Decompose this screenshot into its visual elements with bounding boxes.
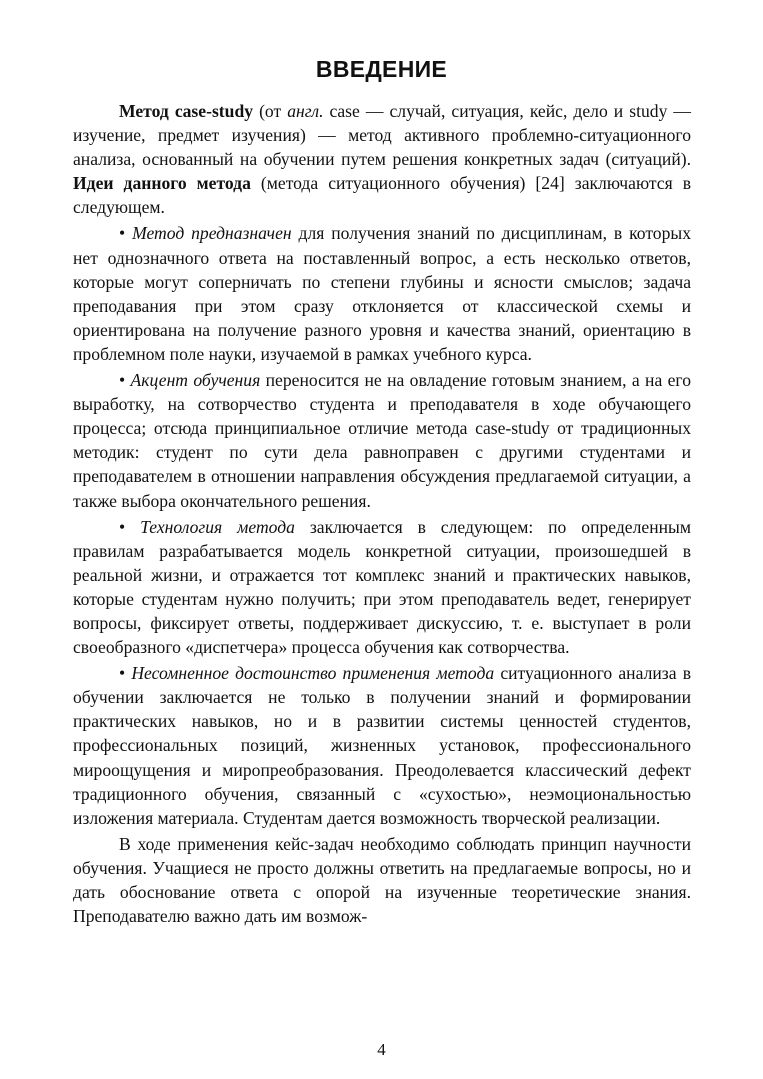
intro-text-1: (от <box>253 101 288 121</box>
page-title: ВВЕДЕНИЕ <box>315 56 448 82</box>
bullet-text-advantage: ситуационного анализа в обучении заключается не только в получении знаний и формировании практических навыков, но и в развитии системы ценностей студентов, профессиональных позиций, жизненных установок, профессионального мироощущения и миропреобразования. Преодолевается классический дефект традиционного обучения, связанный с «сухостью», неэмоциональностью изложения материала. Студентам дается возможность творческой реализации. <box>73 663 691 828</box>
bullet-icon: • <box>119 516 126 537</box>
bullet-icon: • <box>119 663 126 684</box>
term-case-study: Метод case-study <box>119 101 254 121</box>
bullet-lead-purpose: Метод предназначен <box>132 223 292 244</box>
intro-text-3: (метода ситуационного обучения) [24] заключаются в следующем. <box>73 173 692 218</box>
bullet-text-focus: переносится не на овладение готовым знанием, а на его выработку, на сотворчество студента и преподавателя в ходе обучающего процесса; отсюда принципиальное отличие метода case-study от традиционных методик: студент по сути дела равноправен с другими студентами и преподавателем в отношении направления обсуждения предлагаемой ситуации, а также выбора окончательного решения. <box>73 370 691 511</box>
abbrev-engl: англ. <box>287 101 324 121</box>
bullet-text-technology: заключается в следующем: по определенным правилам разрабатывается модель конкретной ситуации, произошедшей в реальной жизни, и отражается тот комплекс знаний и практических навыков, которые студентам нужно получить; при этом преподаватель ведет, генерирует вопросы, фиксирует ответы, поддерживает дискуссию, т. е. выступает в роли своеобразного «диспетчера» процесса обучения как сотворчества. <box>73 516 691 658</box>
bullet-lead-focus: Акцент обучения <box>130 370 261 391</box>
bullet-paragraph-purpose <box>73 221 691 366</box>
bullet-lead-technology: Технология метода <box>140 516 295 537</box>
bullet-paragraph-focus <box>73 368 691 513</box>
term-method-ideas: Идеи данного метода <box>73 173 251 194</box>
bullet-lead-advantage: Несомненное достоинство применения метода <box>131 663 495 684</box>
bullet-icon: • <box>119 223 126 244</box>
page-number: 4 <box>377 1040 386 1059</box>
bullet-icon: • <box>119 370 126 391</box>
body-text <box>73 99 691 930</box>
intro-text-2: case — случай, ситуация, кейс, дело и study — изучение, предмет изучения) — метод активного проблемно-ситуационного анализа, основанный на обучении путем решения конкретных задач (ситуаций). <box>73 101 692 170</box>
closing-paragraph: В ходе применения кейс-задач необходимо соблюдать принцип научности обучения. Учащиеся не просто должны ответить на предлагаемые вопросы, но и дать обоснование ответа с опорой на изученные теоретические знания. Преподавателю важно дать им возмож- <box>73 833 691 927</box>
bullet-paragraph-advantage <box>73 661 691 830</box>
bullet-text-purpose: для получения знаний по дисциплинам, в которых нет однозначного ответа на поставленный вопрос, а есть несколько ответов, которые могут соперничать по степени глубины и ясности смыслов; задача преподавания при этом сразу отклоняется от классической схемы и ориентирована на получение разного уровня и качества знаний, ориентацию в проблемном поле науки, изучаемой в рамках учебного курса. <box>73 223 692 364</box>
intro-paragraph <box>73 99 691 219</box>
bullet-paragraph-technology <box>73 515 691 660</box>
